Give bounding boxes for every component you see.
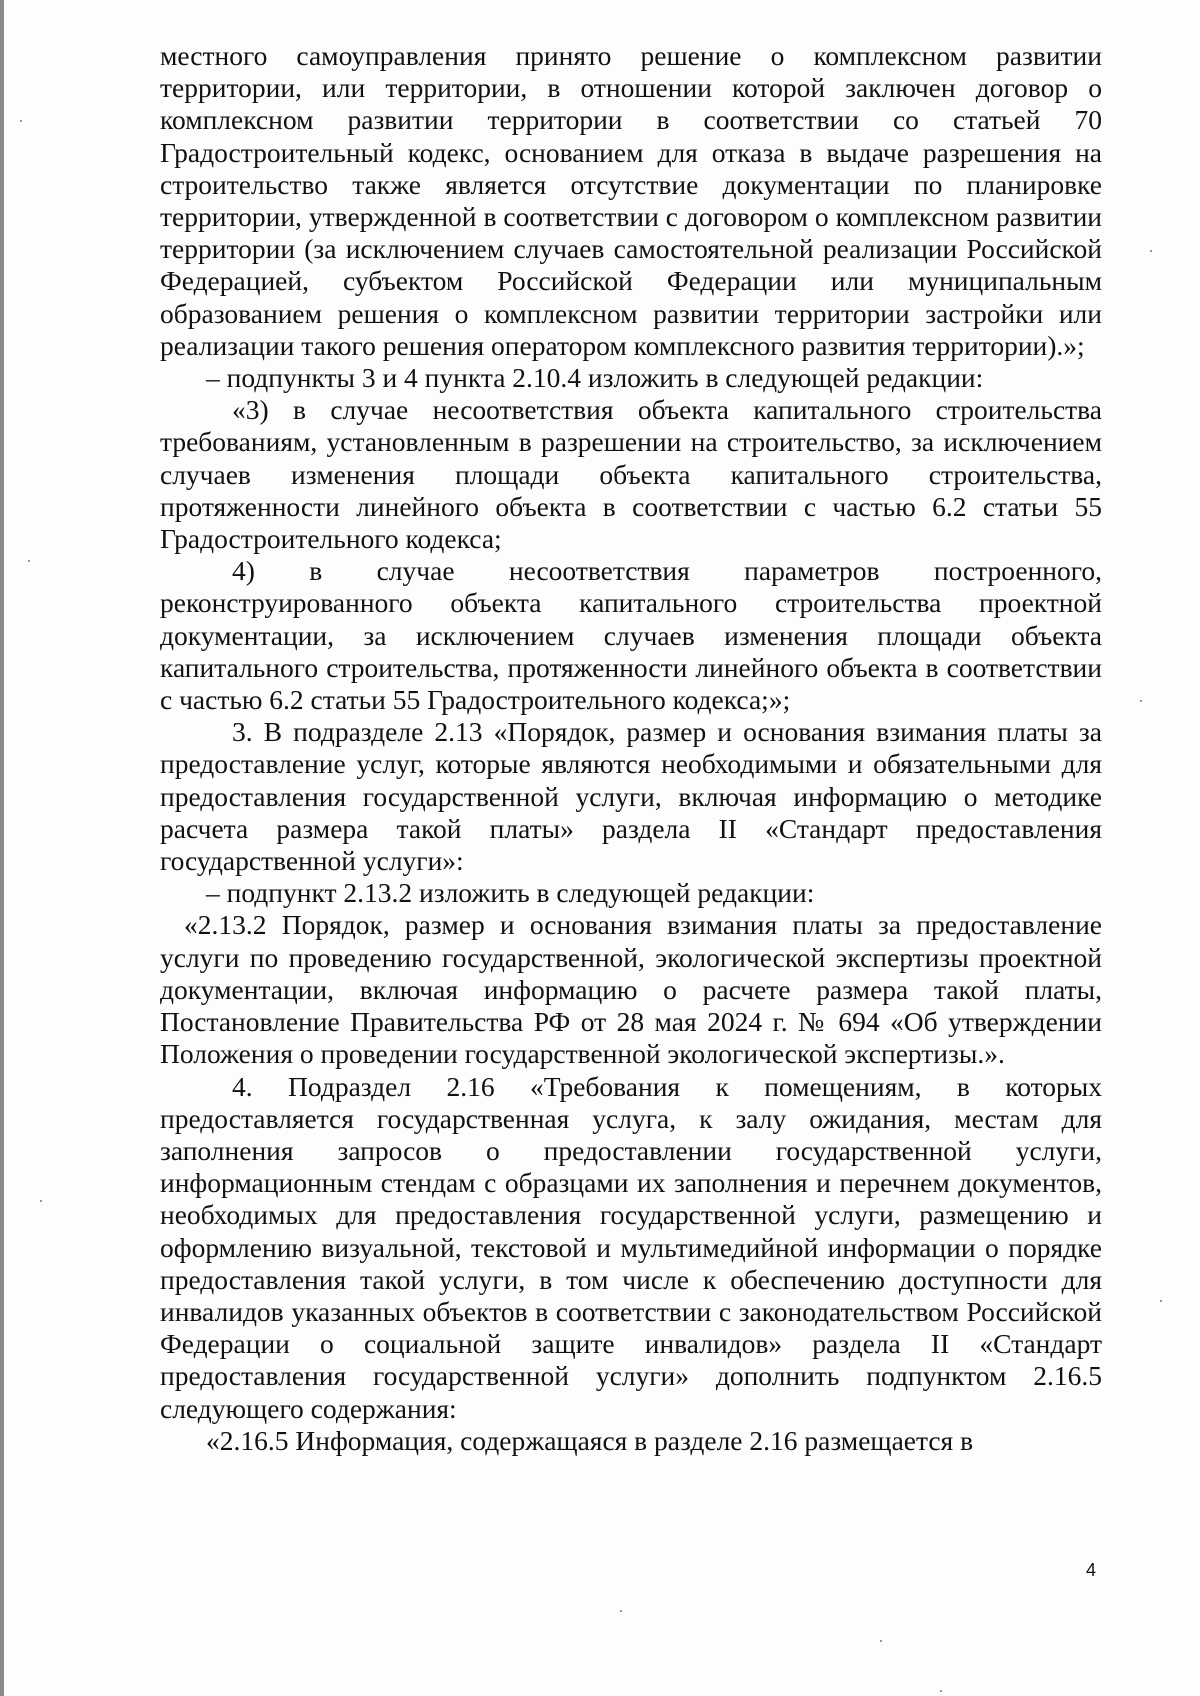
scan-speck	[1140, 700, 1142, 702]
document-body	[160, 40, 1102, 1457]
paragraph-section-3: 3. В подразделе 2.13 «Порядок, размер и основания взимания платы за предоставление услуг, которые являются необходимыми и обязательными для предоставления государственной услуги, включая информацию о методике расчета размера такой платы» раздела II «Стандарт предоставления государственной услуги»:	[160, 716, 1102, 877]
scan-speck	[620, 1610, 622, 1612]
scan-speck	[20, 120, 22, 122]
scan-speck	[40, 1200, 42, 1202]
page-number: 4	[1086, 1560, 1097, 1580]
paragraph-podpunkty-3-4: – подпункты 3 и 4 пункта 2.10.4 изложить в следующей редакции:	[206, 362, 984, 394]
paragraph-item-3: «3) в случае несоответствия объекта капитального строительства требованиям, установленным в разрешении на строительство, за исключением случаев изменения площади объекта капитального строительства, протяженности линейного объекта в соответствии с частью 6.2 статьи 55 Градостроительного кодекса;	[160, 394, 1102, 555]
paragraph-2-16-5: «2.16.5 Информация, содержащаяся в разделе 2.16 размещается в	[206, 1424, 974, 1456]
scan-speck	[1150, 250, 1152, 252]
paragraph-podpunkt-2-13-2: – подпункт 2.13.2 изложить в следующей редакции:	[206, 877, 815, 909]
scan-speck	[28, 560, 30, 562]
paragraph-item-4: 4) в случае несоответствия параметров построенного, реконструированного объекта капитального строительства проектной документации, за исключением случаев изменения площади объекта капитального строительства, протяженности линейного объекта в соответствии с частью 6.2 статьи 55 Градостроительного кодекса;»;	[160, 555, 1102, 716]
paragraph-2-13-2-text: «2.13.2 Порядок, размер и основания взимания платы за предоставление услуги по проведению государственной, экологической экспертизы проектной документации, включая информацию о расчете размера такой платы, Постановление Правительства РФ от 28 мая 2024 г. № 694 «Об утверждении Положения о проведении государственной экологической экспертизы.».	[160, 909, 1102, 1070]
scan-speck	[1160, 1300, 1162, 1302]
paragraph-section-4: 4. Подраздел 2.16 «Требования к помещениям, в которых предоставляется государственная услуга, к залу ожидания, местам для заполнения запросов о предоставлении государственной услуги, информационным стендам с образцами их заполнения и перечнем документов, необходимых для предоставления государственной услуги, размещению и оформлению визуальной, текстовой и мультимедийной информации о порядке предоставления такой услуги, в том числе к обеспечению доступности для инвалидов указанных объектов в соответствии с законодательством Российской Федерации о социальной защите инвалидов» раздела II «Стандарт предоставления государственной услуги» дополнить подпунктом 2.16.5 следующего содержания:	[160, 1070, 1102, 1424]
scan-edge-shadow	[0, 0, 4, 1696]
scan-speck	[940, 1690, 942, 1692]
paragraph-kompleksnoe-razvitie: местного самоуправления принято решение о комплексном развитии территории, или территории, в отношении которой заключен договор о комплексном развитии территории в соответствии со статьей 70 Градостроительный кодекс, основанием для отказа в выдаче разрешения на строительство также является отсутствие документации по планировке территории, утвержденной в соответствии с договором о комплексном развитии территории (за исключением случаев самостоятельной реализации Российской Федерацией, субъектом Российской Федерации или муниципальным образованием решения о комплексном развитии территории застройки или реализации такого решения оператором комплексного развития территории).»;	[160, 40, 1102, 361]
scan-speck	[880, 1640, 882, 1642]
